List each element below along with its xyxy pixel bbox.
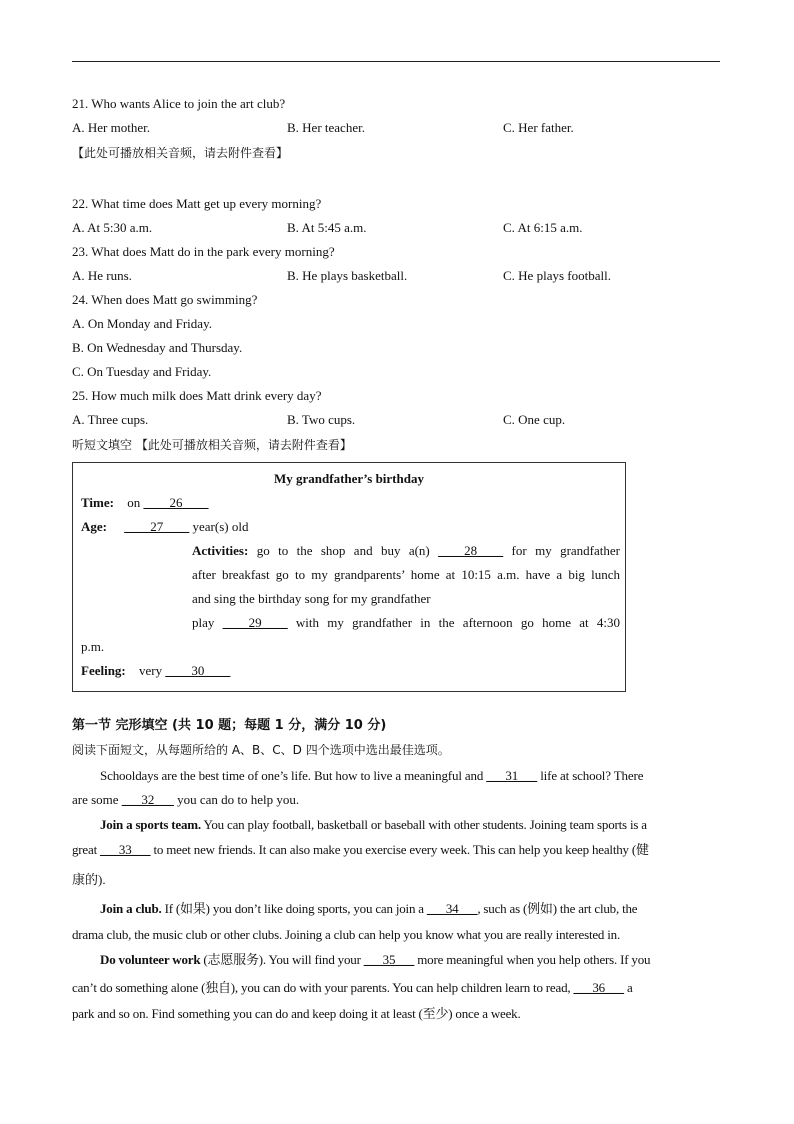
option-22-c: C. At 6:15 a.m. xyxy=(503,220,583,235)
act4-pre: play xyxy=(192,615,223,630)
passage-p4-line2: can’t do something alone (独自), you can do with your parents. You can help children learn to read, ___36___ a xyxy=(72,980,633,995)
act1-pre: go to the shop and buy a(n) xyxy=(256,543,439,558)
option-21-a: A. Her mother. xyxy=(72,120,150,135)
blank-33: ___33___ xyxy=(100,842,151,857)
age-post: year(s) old xyxy=(189,519,249,534)
question-24: 24. When does Matt go swimming? xyxy=(72,292,258,307)
blank-26: ____26____ xyxy=(143,495,209,510)
option-25-c: C. One cup. xyxy=(503,412,566,427)
section-title: 第一节 完形填空 (共 10 题；每题 1 分，满分 10 分) xyxy=(72,718,387,733)
option-21-c: C. Her father. xyxy=(503,120,574,135)
question-23: 23. What does Matt do in the park every morning? xyxy=(72,244,335,259)
passage-p3-line1: Join a club. If (如果) you don’t like doing sports, you can join a ___34___, such as (例如) the art club, the xyxy=(100,901,638,916)
option-23-c: C. He plays football. xyxy=(503,268,611,283)
heading-join-club: Join a club. xyxy=(100,901,162,916)
blank-28: ____28____ xyxy=(438,543,504,558)
activities-line-1 xyxy=(192,543,620,559)
passage-p1-line2: are some ___32___ you can do to help you. xyxy=(72,792,300,807)
age-row xyxy=(81,519,248,535)
header-rule xyxy=(72,61,720,62)
blank-36: ___36___ xyxy=(573,980,624,995)
feeling-pre: very xyxy=(139,663,166,678)
blank-34: ___34___ xyxy=(426,901,478,916)
age-label: Age: xyxy=(81,519,107,534)
question-25: 25. How much milk does Matt drink every day? xyxy=(72,388,322,403)
option-24-c: C. On Tuesday and Friday. xyxy=(72,364,212,379)
time-row xyxy=(81,495,208,511)
activities-line-3: and sing the birthday song for my grandfather xyxy=(192,591,431,606)
passage-p2-line3: 康的). xyxy=(72,872,106,887)
blank-32: ___32___ xyxy=(121,792,174,807)
passage-p1-line1: Schooldays are the best time of one’s life. But how to live a meaningful and ___31___ life at school? There xyxy=(100,768,644,783)
passage-p2-line2: great ___33___ to meet new friends. It can also make you exercise every week. This can help you keep healthy (健 xyxy=(72,842,649,857)
blank-27: ____27____ xyxy=(124,519,190,534)
activities-line-4 xyxy=(192,615,620,631)
option-25-b: B. Two cups. xyxy=(287,412,356,427)
heading-join-sports: Join a sports team. xyxy=(100,817,201,832)
option-23-a: A. He runs. xyxy=(72,268,132,283)
option-22-b: B. At 5:45 a.m. xyxy=(287,220,367,235)
listen-fill-label: 听短文填空 【此处可播放相关音频，请去附件查看】 xyxy=(72,438,352,452)
audio-note: 【此处可播放相关音频，请去附件查看】 xyxy=(72,146,289,160)
blank-29: ____29____ xyxy=(222,615,288,630)
question-22: 22. What time does Matt get up every morning? xyxy=(72,196,322,211)
act4-post: with my grandfather in the afternoon go home at 4:30 xyxy=(287,615,620,630)
option-24-a: A. On Monday and Friday. xyxy=(72,316,212,331)
act1-post: for my grandfather xyxy=(503,543,620,558)
section-instruction: 阅读下面短文，从每题所给的 A、B、C、D 四个选项中选出最佳选项。 xyxy=(72,743,450,757)
activities-line-5: p.m. xyxy=(81,639,105,654)
feeling-row xyxy=(81,663,230,679)
option-24-b: B. On Wednesday and Thursday. xyxy=(72,340,243,355)
option-21-b: B. Her teacher. xyxy=(287,120,365,135)
passage-p4-line3: park and so on. Find something you can do and keep doing it at least (至少) once a week. xyxy=(72,1006,521,1021)
heading-volunteer: Do volunteer work xyxy=(100,952,201,967)
option-23-b: B. He plays basketball. xyxy=(287,268,408,283)
fill-in-box xyxy=(72,462,626,692)
time-pre: on xyxy=(127,495,144,510)
activities-line-2: after breakfast go to my grandparents’ home at 10:15 a.m. have a big lunch xyxy=(192,567,620,582)
blank-30: ____30____ xyxy=(165,663,231,678)
option-22-a: A. At 5:30 a.m. xyxy=(72,220,153,235)
box-title: My grandfather’s birthday xyxy=(274,471,424,486)
passage-p3-line2: drama club, the music club or other clubs. Joining a club can help you know what you are really interested in. xyxy=(72,927,621,942)
blank-31: ___31___ xyxy=(486,768,538,783)
passage-p2-line1: Join a sports team. You can play football, basketball or baseball with other students. Joining team sports is a xyxy=(100,817,647,832)
option-25-a: A. Three cups. xyxy=(72,412,149,427)
passage-p4-line1: Do volunteer work (志愿服务). You will find your ___35___ more meaningful when you help others. If you xyxy=(100,952,651,967)
time-label: Time: xyxy=(81,495,114,510)
feeling-label: Feeling: xyxy=(81,663,126,678)
question-21: 21. Who wants Alice to join the art club? xyxy=(72,96,286,111)
blank-35: ___35___ xyxy=(363,952,415,967)
activities-label: Activities: xyxy=(192,543,249,558)
